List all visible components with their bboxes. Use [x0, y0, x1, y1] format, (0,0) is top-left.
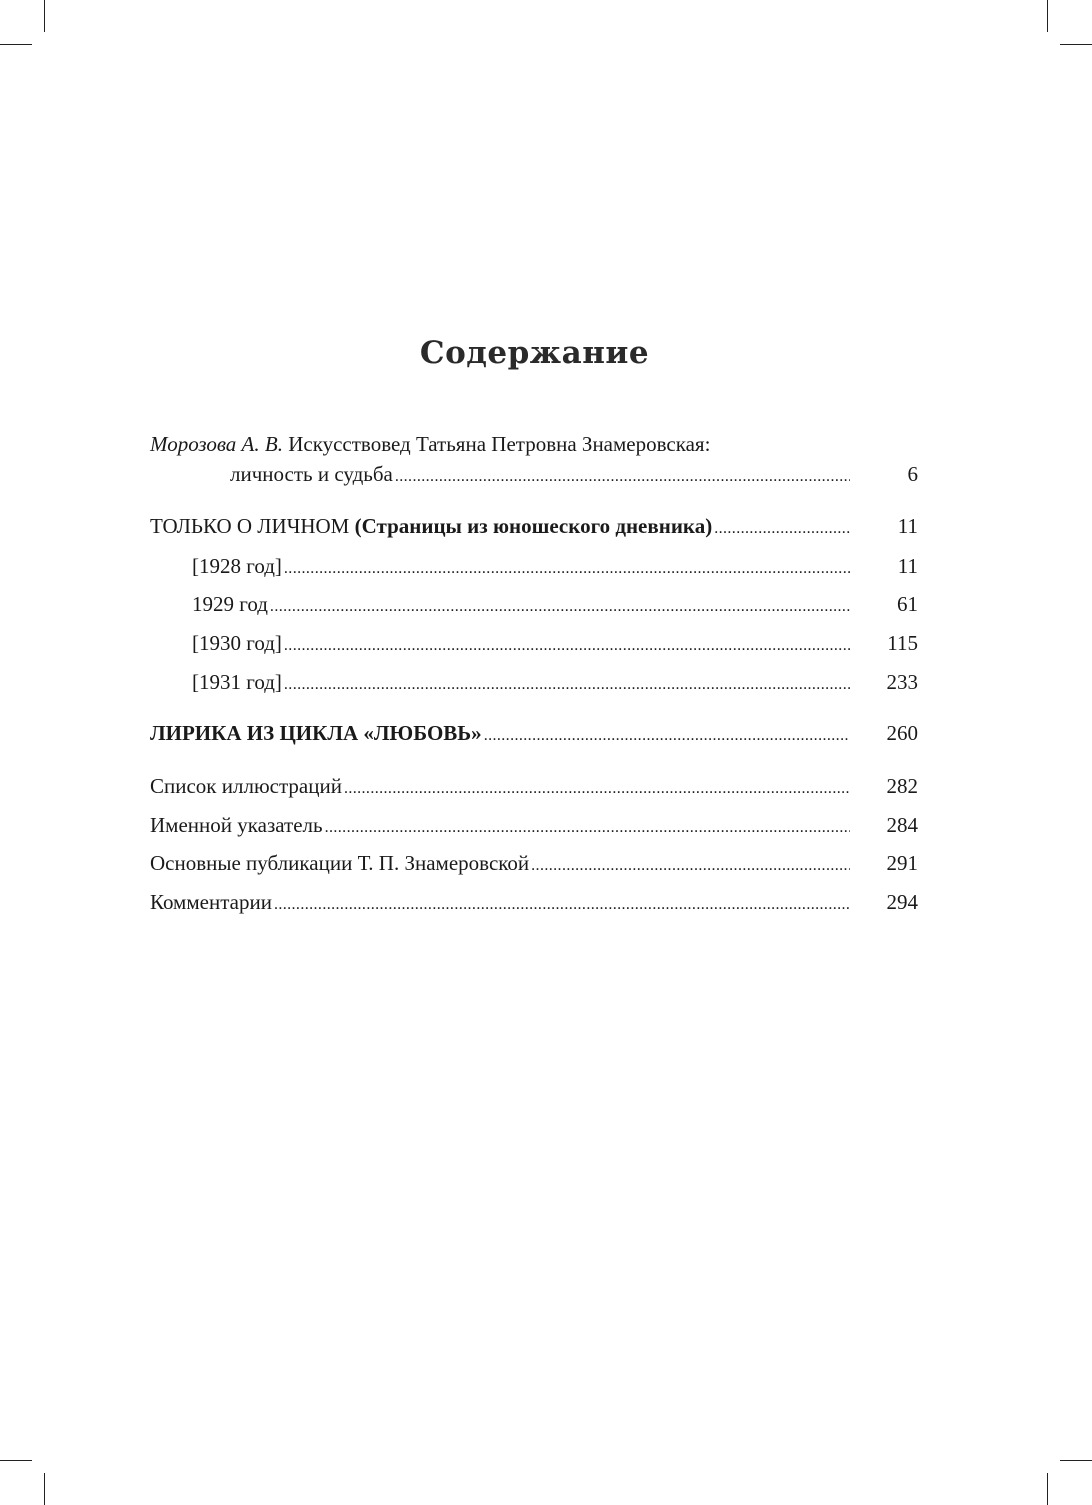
toc-page-number: 282	[886, 774, 918, 798]
toc-title-continued: личность и судьба	[230, 462, 393, 486]
toc-title: Искусствовед Татьяна Петровна Знамеровская:	[288, 432, 711, 456]
toc-item-label: [1931 год]	[192, 670, 282, 694]
leader-dots	[344, 776, 850, 799]
toc-page-number: 6	[907, 462, 918, 486]
toc-author: Морозова А. В.	[150, 432, 283, 456]
toc-entry-section1[interactable]	[0, 513, 1092, 539]
toc-page-number: 61	[897, 592, 918, 616]
leader-dots	[284, 672, 850, 695]
toc-section-title: ЛИРИКА ИЗ ЦИКЛА «ЛЮБОВЬ»	[150, 721, 482, 745]
crop-mark	[44, 1473, 45, 1505]
toc-entry-1931[interactable]	[0, 669, 1092, 695]
toc-entry-section2[interactable]	[0, 720, 1092, 746]
toc-entry-intro-line1[interactable]	[150, 431, 710, 457]
toc-entry-publications[interactable]	[0, 850, 1092, 876]
toc-page-number: 233	[886, 670, 918, 694]
crop-mark	[1047, 0, 1048, 32]
crop-mark	[0, 1460, 32, 1461]
toc-entry-1929[interactable]	[0, 591, 1092, 617]
leader-dots	[284, 556, 850, 579]
leader-dots	[714, 516, 850, 539]
leader-dots	[284, 633, 850, 656]
crop-mark	[1060, 44, 1092, 45]
toc-section-title: ТОЛЬКО О ЛИЧНОМ (Страницы из юношеского дневника)	[150, 514, 713, 538]
toc-item-label: 1929 год	[192, 592, 268, 616]
toc-entry-1930[interactable]	[0, 630, 1092, 656]
toc-entry-1928[interactable]	[0, 553, 1092, 579]
crop-mark	[1047, 1473, 1048, 1505]
toc-page-number: 115	[887, 631, 918, 655]
toc-page-number: 284	[886, 813, 918, 837]
leader-dots	[274, 892, 850, 915]
toc-item-label: Именной указатель	[150, 813, 323, 837]
toc-entry-intro-line2[interactable]	[0, 461, 1092, 487]
leader-dots	[270, 594, 850, 617]
leader-dots	[484, 723, 850, 746]
toc-item-label: [1930 год]	[192, 631, 282, 655]
crop-mark	[0, 44, 32, 45]
leader-dots	[325, 815, 850, 838]
leader-dots	[531, 853, 850, 876]
toc-page-number: 260	[886, 721, 918, 745]
toc-item-label: Комментарии	[150, 890, 272, 914]
toc-page-number: 11	[897, 514, 918, 538]
toc-entry-illustrations[interactable]	[0, 773, 1092, 799]
toc-entry-name-index[interactable]	[0, 812, 1092, 838]
toc-item-label: Список иллюстраций	[150, 774, 342, 798]
page-title: Содержание	[419, 334, 650, 371]
toc-page-number: 294	[886, 890, 918, 914]
toc-entry-comments[interactable]	[0, 889, 1092, 915]
toc-page-number: 291	[886, 851, 918, 875]
leader-dots	[395, 464, 850, 487]
crop-mark	[1060, 1460, 1092, 1461]
toc-page-number: 11	[897, 554, 918, 578]
toc-item-label: [1928 год]	[192, 554, 282, 578]
crop-mark	[44, 0, 45, 32]
toc-item-label: Основные публикации Т. П. Знамеровской	[150, 851, 530, 875]
